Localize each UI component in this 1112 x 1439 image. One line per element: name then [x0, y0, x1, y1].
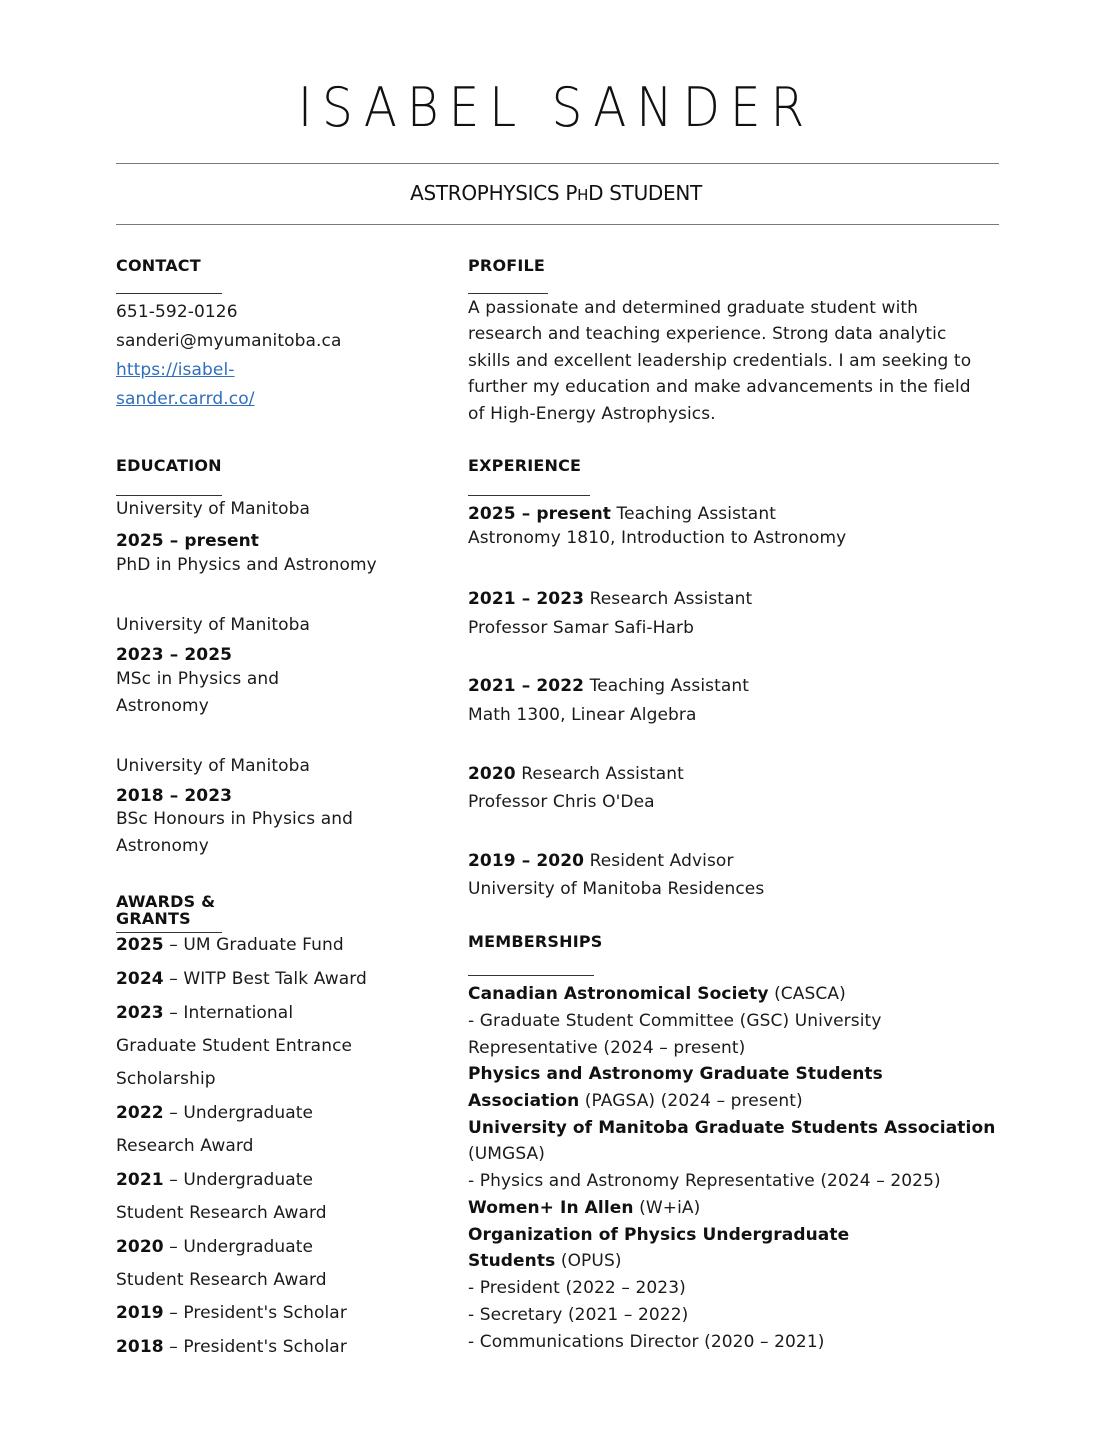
education-heading: EDUCATION — [116, 456, 222, 475]
contact-rule — [116, 293, 222, 294]
award-item: 2023 – International — [116, 1003, 294, 1023]
membership-line: University of Manitoba Graduate Students Association — [468, 1118, 996, 1138]
membership-line: - Communications Director (2020 – 2021) — [468, 1332, 825, 1352]
experience-title: 2020 Research Assistant — [468, 764, 684, 784]
education-degree: Astronomy — [116, 836, 209, 856]
membership-line: Representative (2024 – present) — [468, 1038, 746, 1058]
experience-title: 2019 – 2020 Resident Advisor — [468, 851, 734, 871]
profile-line: skills and excellent leadership credentials. I am seeking to — [468, 351, 972, 371]
experience-heading: EXPERIENCE — [468, 456, 582, 475]
education-rule — [116, 495, 222, 496]
education-dates: 2025 – present — [116, 531, 260, 551]
education-school: University of Manitoba — [116, 499, 311, 519]
resume-name: ISABEL SANDER — [297, 76, 815, 139]
education-degree: Astronomy — [116, 696, 209, 716]
membership-line: Canadian Astronomical Society (CASCA) — [468, 984, 846, 1004]
award-item: 2024 – WITP Best Talk Award — [116, 969, 367, 989]
award-item-continued: Scholarship — [116, 1069, 216, 1089]
contact-phone: 651-592-0126 — [116, 302, 238, 322]
membership-line: Organization of Physics Undergraduate — [468, 1225, 850, 1245]
experience-detail: Astronomy 1810, Introduction to Astronomy — [468, 528, 847, 548]
website-link-continued[interactable]: sander.carrd.co/ — [116, 389, 255, 409]
award-item: 2025 – UM Graduate Fund — [116, 935, 344, 955]
experience-detail: University of Manitoba Residences — [468, 879, 765, 899]
experience-title: 2021 – 2022 Teaching Assistant — [468, 676, 750, 696]
membership-line: - Physics and Astronomy Representative (2024 – 2025) — [468, 1171, 941, 1191]
profile-line: further my education and make advancements in the field — [468, 377, 971, 397]
membership-line: Women+ In Allen (W+iA) — [468, 1198, 701, 1218]
profile-rule — [468, 293, 548, 294]
membership-line: - Graduate Student Committee (GSC) University — [468, 1011, 882, 1031]
award-item: 2021 – Undergraduate — [116, 1170, 314, 1190]
profile-line: research and teaching experience. Strong data analytic — [468, 324, 947, 344]
profile-line: of High-Energy Astrophysics. — [468, 404, 716, 424]
awards-heading: AWARDS & GRANTS — [116, 892, 216, 928]
experience-title: 2025 – present Teaching Assistant — [468, 504, 776, 524]
experience-title: 2021 – 2023 Research Assistant — [468, 589, 753, 609]
awards-rule — [116, 932, 222, 933]
education-school: University of Manitoba — [116, 756, 311, 776]
membership-line: Physics and Astronomy Graduate Students — [468, 1064, 883, 1084]
membership-line: Association (PAGSA) (2024 – present) — [468, 1091, 803, 1111]
education-degree: PhD in Physics and Astronomy — [116, 555, 377, 575]
resume-title: ASTROPHYSICS PHD STUDENT — [410, 181, 702, 205]
contact-email[interactable]: sanderi@myumanitoba.ca — [116, 331, 342, 351]
profile-heading: PROFILE — [468, 256, 546, 275]
header-divider-bottom — [116, 224, 999, 225]
membership-line: - Secretary (2021 – 2022) — [468, 1305, 689, 1325]
membership-line: (UMGSA) — [468, 1144, 545, 1164]
education-degree: BSc Honours in Physics and — [116, 809, 354, 829]
memberships-heading: MEMBERSHIPS — [468, 932, 603, 951]
award-item: 2020 – Undergraduate — [116, 1237, 314, 1257]
experience-detail: Professor Samar Safi-Harb — [468, 618, 695, 638]
memberships-rule — [468, 975, 594, 976]
experience-detail: Professor Chris O'Dea — [468, 792, 655, 812]
website-link[interactable]: https://isabel- — [116, 360, 235, 380]
award-item: 2022 – Undergraduate — [116, 1103, 314, 1123]
award-item: 2019 – President's Scholar — [116, 1303, 347, 1323]
contact-heading: CONTACT — [116, 256, 201, 275]
experience-detail: Math 1300, Linear Algebra — [468, 705, 697, 725]
award-item-continued: Graduate Student Entrance — [116, 1036, 353, 1056]
membership-line: Students (OPUS) — [468, 1251, 622, 1271]
award-item-continued: Research Award — [116, 1136, 254, 1156]
education-dates: 2023 – 2025 — [116, 645, 233, 665]
education-dates: 2018 – 2023 — [116, 786, 233, 806]
education-degree: MSc in Physics and — [116, 669, 280, 689]
award-item-continued: Student Research Award — [116, 1270, 327, 1290]
header-divider-top — [116, 163, 999, 164]
membership-line: - President (2022 – 2023) — [468, 1278, 686, 1298]
experience-rule — [468, 495, 590, 496]
award-item: 2018 – President's Scholar — [116, 1337, 347, 1357]
profile-line: A passionate and determined graduate student with — [468, 298, 919, 318]
education-school: University of Manitoba — [116, 615, 311, 635]
award-item-continued: Student Research Award — [116, 1203, 327, 1223]
